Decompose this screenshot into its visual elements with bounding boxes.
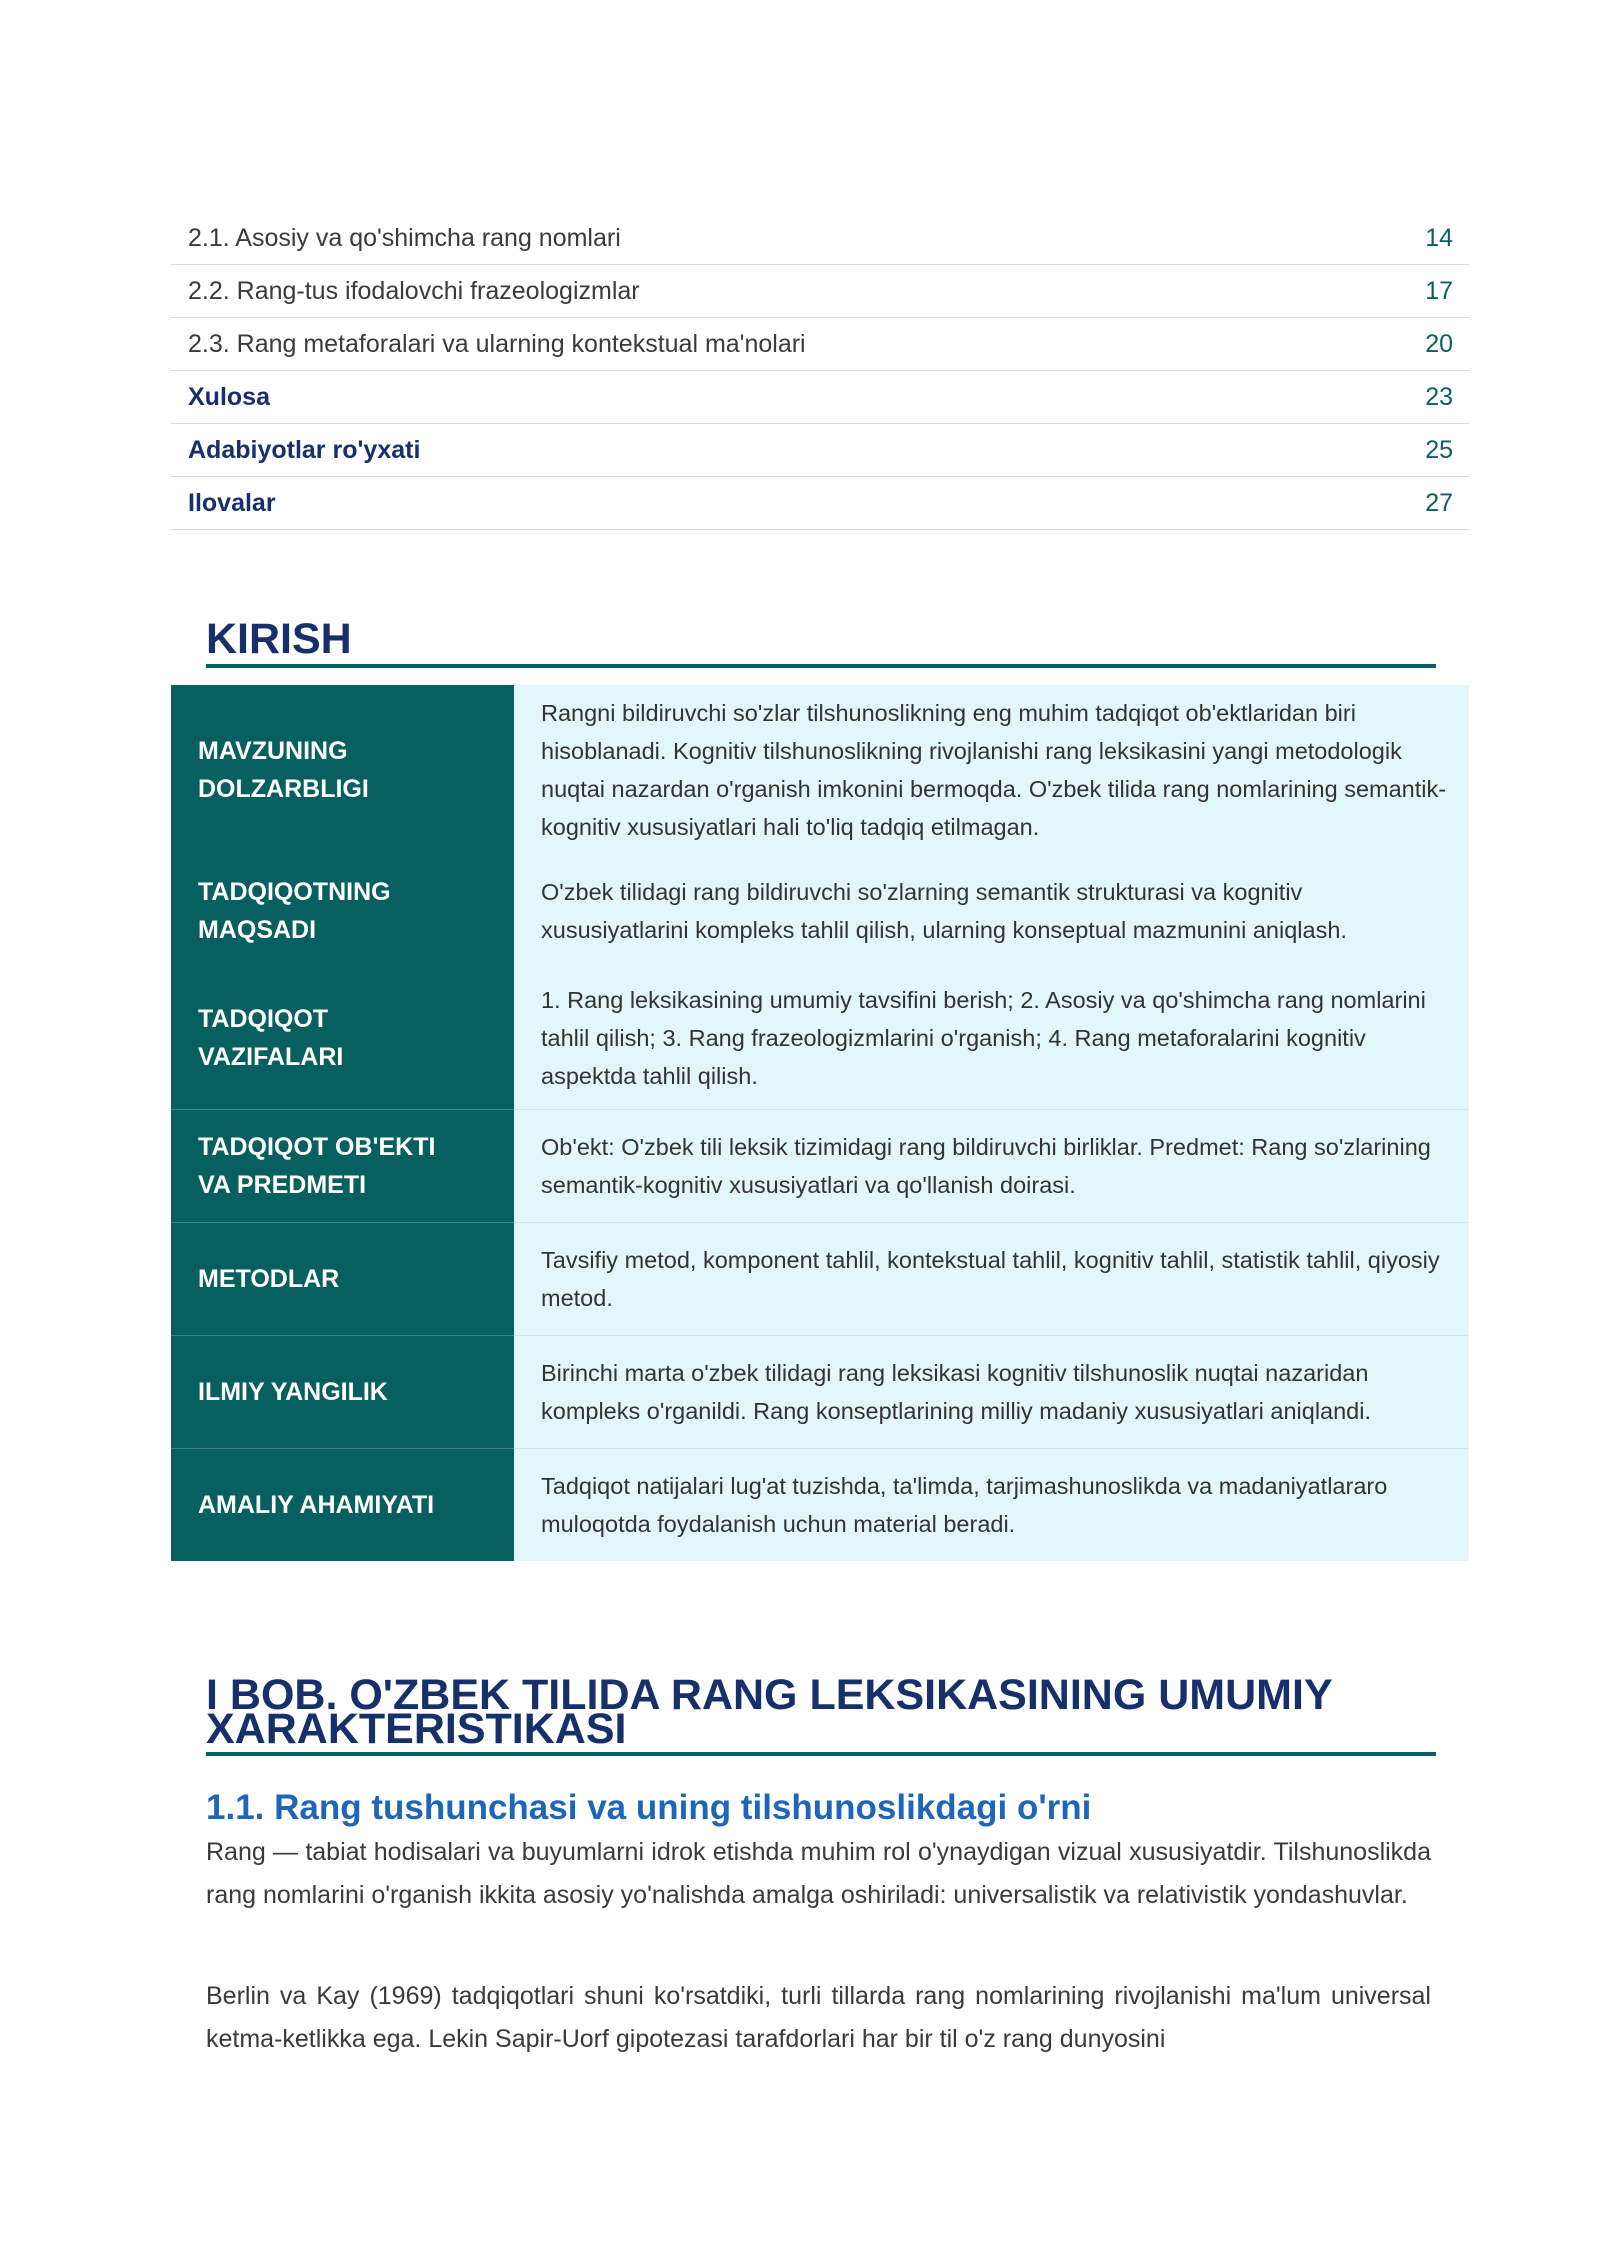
row-content: 1. Rang leksikasining umumiy tavsifini berish; 2. Asosiy va qo'shimcha rang nomlarini tahlil qilish; 3. Rang frazeologizmlarini o'rganish; 4. Rang metaforalarini kognitiv aspektda tahlil qilish.: [514, 967, 1469, 1109]
row-label: [171, 1109, 514, 1222]
toc-row[interactable]: [171, 424, 1469, 477]
toc-label: Xulosa: [188, 382, 270, 411]
row-label-line: TADQIQOT OB'EKTI: [198, 1133, 436, 1161]
toc-row[interactable]: [171, 371, 1469, 424]
row-label: [171, 1335, 514, 1448]
row-label-line: MAVZUNING: [198, 736, 348, 765]
row-content: O'zbek tilidagi rang bildiruvchi so'zlarning semantik strukturasi va kognitiv xususiyatlarini kompleks tahlil qilish, ularning konseptual mazmunini aniqlash.: [514, 854, 1469, 967]
toc-label: 2.2. Rang-tus ifodalovchi frazeologizmlar: [188, 276, 640, 305]
toc-page-number: 27: [1425, 488, 1453, 517]
toc-label: 2.1. Asosiy va qo'shimcha rang nomlari: [188, 223, 621, 252]
chapter-heading-line: XARAKTERISTIKASI: [206, 1705, 627, 1753]
toc-page-number: 14: [1425, 223, 1453, 252]
chapter-heading-line: I BOB. O'ZBEK TILIDA RANG LEKSIKASINING UMUMIY: [206, 1671, 1333, 1719]
toc-label: 2.3. Rang metaforalari va ularning kontekstual ma'nolari: [188, 329, 806, 358]
row-label: [171, 685, 514, 854]
toc-page-number: 17: [1425, 276, 1453, 305]
row-label-line: DOLZARBLIGI: [198, 774, 369, 803]
row-content: Tadqiqot natijalari lug'at tuzishda, ta'limda, tarjimashunoslikda va madaniyatlararo muloqotda foydalanish uchun material beradi.: [514, 1448, 1469, 1561]
row-label-line: VAZIFALARI: [198, 1043, 344, 1071]
row-label: [171, 967, 514, 1109]
toc-page-number: 23: [1425, 382, 1453, 411]
chapter-heading: [206, 1671, 1436, 1756]
row-label-line: TADQIQOT: [198, 1005, 329, 1033]
toc-label: Adabiyotlar ro'yxati: [188, 435, 421, 464]
row-content: Ob'ekt: O'zbek tili leksik tizimidagi rang bildiruvchi birliklar. Predmet: Rang so'zlarining semantik-kognitiv xususiyatlari va qo'llanish doirasi.: [514, 1109, 1469, 1222]
toc-page-number: 20: [1425, 329, 1453, 358]
section-heading-kirish: [206, 616, 1436, 668]
toc-row[interactable]: [171, 318, 1469, 371]
toc-label: Ilovalar: [188, 488, 276, 517]
body-paragraph: Berlin va Kay (1969) tadqiqotlari shuni ko'rsatdiki, turli tillarda rang nomlarining rivojlanishi ma'lum universal ketma-ketlikka ega. Lekin Sapir-Uorf gipotezasi tarafdorlari har bir til o'z rang dunyosini: [206, 1982, 1431, 2053]
body-paragraph: Rang — tabiat hodisalari va buyumlarni idrok etishda muhim rol o'ynaydigan vizual xususiyatdir. Tilshunoslikda rang nomlarini o'rganish ikkita asosiy yo'nalishda amalga oshiriladi: universalistik va relativistik yondashuvlar.: [206, 1838, 1431, 1909]
table-row: [171, 1335, 1469, 1448]
row-label: [171, 854, 514, 967]
row-content: Birinchi marta o'zbek tilidagi rang leksikasi kognitiv tilshunoslik nuqtai nazaridan kompleks o'rganildi. Rang konseptlarining milliy madaniy xususiyatlari aniqlandi.: [514, 1335, 1469, 1448]
toc-row[interactable]: [171, 265, 1469, 318]
table-of-contents: [171, 212, 1469, 530]
toc-row[interactable]: [171, 477, 1469, 530]
toc-row[interactable]: [171, 212, 1469, 265]
introduction-table: [171, 685, 1469, 1561]
table-row: [171, 967, 1469, 1109]
row-content: Tavsifiy metod, komponent tahlil, kontekstual tahlil, kognitiv tahlil, statistik tahlil, qiyosiy metod.: [514, 1222, 1469, 1335]
table-row: [171, 1448, 1469, 1561]
table-row: [171, 1222, 1469, 1335]
table-row: [171, 685, 1469, 854]
row-label-line: MAQSADI: [198, 915, 317, 944]
row-label-line: AMALIY AHAMIYATI: [198, 1491, 435, 1519]
toc-page-number: 25: [1425, 435, 1453, 464]
row-label-line: TADQIQOTNING: [198, 877, 391, 906]
row-label-line: VA PREDMETI: [198, 1171, 367, 1199]
heading-text: KIRISH: [206, 615, 352, 663]
subsection-heading: 1.1. Rang tushunchasi va uning tilshunoslikdagi o'rni: [206, 1788, 1092, 1827]
row-label-line: ILMIY YANGILIK: [198, 1378, 388, 1406]
table-row: [171, 1109, 1469, 1222]
row-label: [171, 1222, 514, 1335]
row-content: Rangni bildiruvchi so'zlar tilshunoslikning eng muhim tadqiqot ob'ektlaridan biri hisoblanadi. Kognitiv tilshunoslikning rivojlanishi rang leksikasini yangi metodologik nuqtai nazardan o'rganish imkonini bermoqda. O'zbek tilida rang nomlarining semantik-kognitiv xususiyatlari hali to'liq tadqiq etilmagan.: [514, 685, 1469, 854]
table-row: [171, 854, 1469, 967]
row-label: [171, 1448, 514, 1561]
row-label-line: METODLAR: [198, 1265, 340, 1293]
